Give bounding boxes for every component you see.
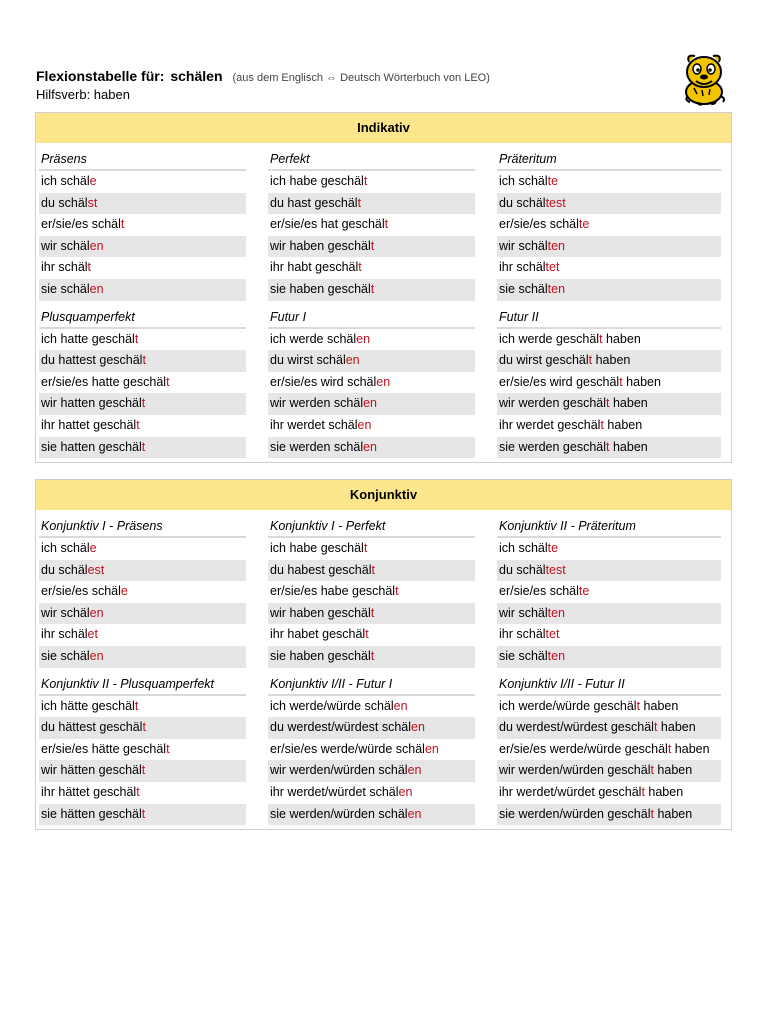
conjugation-stem: sie schäl	[41, 648, 90, 663]
tense-title: Konjunktiv I - Präsens	[39, 513, 246, 538]
conjugation-ending: t	[142, 353, 146, 368]
conjugation-row	[268, 624, 475, 646]
conjugation-stem: ihr schäl	[41, 260, 88, 275]
conjugation-ending: st	[87, 195, 98, 210]
conjugation-stem: du wirst schäl	[270, 353, 346, 368]
conjugation-ending: en	[363, 396, 377, 411]
conjugation-ending: ten	[547, 281, 566, 296]
conjugation-row	[39, 279, 246, 301]
conjugation-stem: wir werden geschäl	[499, 396, 606, 411]
conjugation-stem: ich werde schäl	[270, 331, 357, 346]
conjugation-stem: du schäl	[499, 195, 546, 210]
conjugation-row	[268, 646, 475, 668]
conjugation-row	[497, 624, 721, 646]
tense-column	[497, 671, 721, 826]
conjugation-stem: du schäl	[41, 562, 88, 577]
conjugation-stem: ihr habet geschäl	[270, 627, 366, 642]
conjugation-stem: er/sie/es schäl	[41, 217, 121, 232]
conjugation-ending: t	[363, 174, 368, 188]
verb-name: schälen	[170, 68, 223, 84]
tense-column	[39, 146, 246, 301]
conjugation-stem: wir haben geschäl	[270, 238, 371, 253]
conjugation-row	[268, 437, 475, 459]
tense-column	[268, 671, 475, 826]
conjugation-row	[268, 393, 475, 415]
conjugation-ending: ten	[547, 238, 566, 253]
conjugation-ending: te	[578, 217, 590, 232]
page-header	[36, 67, 736, 103]
conjugation-stem: sie haben geschäl	[270, 648, 371, 663]
conjugation-ending: t	[166, 741, 170, 756]
conjugation-stem: wir schäl	[41, 238, 90, 253]
conjugation-row	[268, 350, 475, 372]
conjugation-ending: test	[545, 195, 566, 210]
conjugation-row	[497, 257, 721, 279]
conjugation-stem: ihr hättet geschäl	[41, 784, 137, 799]
conjugation-stem: du hättest geschäl	[41, 720, 143, 735]
conjugation-row	[39, 760, 246, 782]
section-title: Indikativ	[36, 113, 731, 143]
conjugation-stem: ihr hattet geschäl	[41, 417, 137, 432]
conjugation-row	[268, 329, 475, 351]
conjugation-row	[497, 350, 721, 372]
conjugation-stem: du wirst geschäl	[499, 353, 589, 368]
conjugation-ending: t	[600, 417, 604, 432]
conjugation-stem: wir werden/würden geschäl	[499, 763, 651, 778]
conjugation-ending: t	[370, 648, 375, 663]
conjugation-stem: sie werden/würden schäl	[270, 806, 408, 821]
conjugation-ending: t	[606, 396, 610, 411]
conjugation-stem: er/sie/es schäl	[499, 584, 579, 599]
conjugation-row	[268, 538, 475, 560]
conjugation-auxiliary: haben	[609, 439, 648, 454]
conjugation-stem: ich schäl	[41, 174, 90, 188]
conjugation-row	[497, 329, 721, 351]
conjugation-row	[39, 415, 246, 437]
conjugation-auxiliary: haben	[609, 396, 648, 411]
conjugation-row	[39, 329, 246, 351]
conjugation-row	[39, 350, 246, 372]
conjugation-ending: t	[358, 260, 362, 275]
conjugation-ending: en	[89, 648, 104, 663]
conjugation-row	[497, 581, 721, 603]
dictionary-source: (aus dem Englisch ⇔ Deutsch Wörterbuch von LEO)	[232, 72, 490, 84]
conjugation-stem: sie hätten geschäl	[41, 806, 142, 821]
tense-column	[268, 304, 475, 459]
conjugation-stem: ihr schäl	[499, 627, 546, 642]
conjugation-row	[497, 782, 721, 804]
conjugation-ending: t	[141, 806, 146, 821]
conjugation-ending: t	[141, 763, 146, 778]
conjugation-row	[497, 372, 721, 394]
conjugation-row	[268, 214, 475, 236]
tense-column	[268, 513, 475, 668]
conjugation-stem: sie schäl	[41, 281, 90, 296]
conjugation-row	[268, 603, 475, 625]
conjugation-row	[268, 415, 475, 437]
conjugation-stem: wir hätten geschäl	[41, 763, 142, 778]
conjugation-ending: t	[599, 331, 603, 346]
tense-title: Futur II	[497, 304, 721, 329]
conjugation-stem: er/sie/es wird geschäl	[499, 374, 620, 389]
conjugation-stem: er/sie/es schäl	[499, 217, 579, 232]
conjugation-ending: en	[393, 698, 408, 713]
conjugation-row	[268, 236, 475, 258]
conjugation-row	[39, 214, 246, 236]
conjugation-ending: t	[136, 784, 140, 799]
conjugation-ending: t	[370, 238, 375, 253]
conjugation-row	[39, 646, 246, 668]
conjugation-stem: ich habe geschäl	[270, 541, 364, 555]
conjugation-row	[39, 257, 246, 279]
conjugation-stem: ich schäl	[499, 541, 548, 555]
conjugation-ending: t	[136, 417, 140, 432]
conjugation-stem: sie schäl	[499, 648, 548, 663]
tense-title: Futur I	[268, 304, 475, 329]
tense-column	[39, 304, 246, 459]
conjugation-row	[497, 760, 721, 782]
title-line	[36, 67, 736, 87]
conjugation-ending: t	[142, 720, 146, 735]
conjugation-stem: du schäl	[499, 562, 546, 577]
conjugation-row	[497, 279, 721, 301]
conjugation-ending: test	[545, 562, 566, 577]
conjugation-stem: ich habe geschäl	[270, 174, 364, 188]
tense-title: Konjunktiv I/II - Futur I	[268, 671, 475, 696]
tense-column	[497, 304, 721, 459]
conjugation-row	[268, 739, 475, 761]
conjugation-ending: te	[547, 541, 559, 555]
conjugation-stem: ich werde/würde geschäl	[499, 698, 637, 713]
conjugation-row	[39, 624, 246, 646]
conjugation-stem: ihr werdet/würdet geschäl	[499, 784, 642, 799]
conjugation-auxiliary: haben	[592, 353, 631, 368]
conjugation-stem: sie werden/würden geschäl	[499, 806, 651, 821]
conjugation-ending: t	[588, 353, 593, 368]
conjugation-row	[497, 804, 721, 826]
conjugation-row	[497, 560, 721, 582]
conjugation-ending: en	[376, 374, 391, 389]
conjugation-auxiliary: haben	[602, 331, 641, 346]
tense-title: Präteritum	[497, 146, 721, 171]
conjugation-row	[268, 560, 475, 582]
conjugation-stem: wir haben geschäl	[270, 605, 371, 620]
conjugation-row	[497, 739, 721, 761]
conjugation-stem: du schäl	[41, 195, 88, 210]
conjugation-row	[39, 739, 246, 761]
conjugation-ending: en	[363, 439, 378, 454]
conjugation-row	[39, 236, 246, 258]
conjugation-stem: er/sie/es wird schäl	[270, 374, 377, 389]
conjugation-stem: wir schäl	[499, 238, 548, 253]
conjugation-ending: e	[120, 584, 128, 599]
conjugation-ending: en	[89, 605, 104, 620]
conjugation-stem: er/sie/es hatte geschäl	[41, 374, 167, 389]
conjugation-stem: du hattest geschäl	[41, 353, 143, 368]
conjugation-ending: t	[120, 217, 125, 232]
conjugation-ending: en	[356, 331, 371, 346]
conjugation-row	[268, 372, 475, 394]
conjugation-stem: er/sie/es hat geschäl	[270, 217, 385, 232]
tense-title: Konjunktiv I/II - Futur II	[497, 671, 721, 696]
conjugation-row	[497, 603, 721, 625]
conjugation-stem: er/sie/es schäl	[41, 584, 121, 599]
conjugation-row	[39, 372, 246, 394]
conjugation-ending: t	[650, 806, 654, 821]
conjugation-row	[497, 437, 721, 459]
conjugation-ending: et	[87, 627, 98, 642]
conjugation-row	[268, 193, 475, 215]
page-title: Flexionstabelle für:	[36, 68, 165, 84]
conjugation-ending: e	[89, 541, 97, 555]
conjugation-ending: ten	[547, 648, 566, 663]
tense-column	[497, 513, 721, 668]
conjugation-ending: te	[547, 174, 559, 188]
conjugation-row	[268, 171, 475, 193]
conjugation-row	[268, 717, 475, 739]
conjugation-ending: ten	[547, 605, 566, 620]
section-indikativ	[35, 112, 732, 463]
conjugation-stem: wir werden/würden schäl	[270, 763, 408, 778]
conjugation-ending: t	[667, 741, 672, 756]
conjugation-auxiliary: haben	[644, 784, 684, 799]
conjugation-row	[39, 603, 246, 625]
conjugation-stem: ich werde geschäl	[499, 331, 600, 346]
auxiliary-verb: Hilfsverb: haben	[36, 87, 130, 102]
conjugation-auxiliary: haben	[671, 741, 710, 756]
conjugation-row	[39, 193, 246, 215]
conjugation-row	[497, 696, 721, 718]
conjugation-row	[268, 581, 475, 603]
conjugation-ending: en	[357, 417, 372, 432]
conjugation-row	[497, 193, 721, 215]
conjugation-stem: wir hatten geschäl	[41, 396, 142, 411]
leo-lion-logo-icon	[678, 52, 730, 106]
conjugation-row	[497, 717, 721, 739]
conjugation-ending: t	[134, 331, 139, 346]
conjugation-row	[268, 804, 475, 826]
conjugation-ending: t	[141, 439, 146, 454]
conjugation-stem: du hast geschäl	[270, 195, 358, 210]
conjugation-ending: t	[87, 260, 92, 275]
conjugation-row	[497, 538, 721, 560]
conjugation-auxiliary: haben	[603, 417, 643, 432]
conjugation-row	[268, 782, 475, 804]
conjugation-row	[39, 393, 246, 415]
conjugation-ending: t	[370, 281, 375, 296]
conjugation-row	[497, 646, 721, 668]
conjugation-auxiliary: haben	[653, 806, 693, 821]
conjugation-ending: t	[641, 784, 645, 799]
conjugation-row	[497, 236, 721, 258]
conjugation-stem: ich schäl	[41, 541, 90, 555]
conjugation-stem: sie schäl	[499, 281, 548, 296]
conjugation-row	[39, 171, 246, 193]
conjugation-ending: en	[398, 784, 413, 799]
conjugation-row	[39, 804, 246, 826]
conjugation-ending: t	[141, 396, 146, 411]
conjugation-ending: t	[357, 195, 362, 210]
conjugation-ending: t	[134, 698, 139, 713]
conjugation-ending: en	[411, 720, 425, 735]
conjugation-ending: e	[89, 174, 97, 188]
tense-title: Plusquamperfekt	[39, 304, 246, 329]
tense-column	[39, 513, 246, 668]
conjugation-ending: t	[619, 374, 623, 389]
conjugation-ending: te	[578, 584, 590, 599]
conjugation-stem: du habest geschäl	[270, 562, 372, 577]
conjugation-ending: t	[636, 698, 641, 713]
conjugation-row	[39, 538, 246, 560]
section-title: Konjunktiv	[36, 480, 731, 510]
conjugation-stem: ich schäl	[499, 174, 548, 188]
conjugation-stem: ihr habt geschäl	[270, 260, 359, 275]
conjugation-ending: t	[395, 584, 399, 599]
conjugation-stem: sie haben geschäl	[270, 281, 371, 296]
tense-title: Konjunktiv I - Perfekt	[268, 513, 475, 538]
tense-title: Perfekt	[268, 146, 475, 171]
conjugation-stem: ich hatte geschäl	[41, 331, 135, 346]
conjugation-stem: ich hätte geschäl	[41, 698, 135, 713]
conjugation-row	[268, 257, 475, 279]
conjugation-ending: en	[424, 741, 439, 756]
conjugation-ending: en	[89, 238, 104, 253]
conjugation-stem: ihr schäl	[499, 260, 546, 275]
conjugation-stem: er/sie/es hätte geschäl	[41, 741, 167, 756]
conjugation-ending: t	[371, 562, 375, 577]
conjugation-auxiliary: haben	[653, 763, 693, 778]
conjugation-row	[39, 717, 246, 739]
conjugation-row	[39, 437, 246, 459]
conjugation-ending: en	[345, 353, 360, 368]
conjugation-ending: t	[650, 763, 654, 778]
conjugation-stem: wir werden schäl	[270, 396, 364, 411]
tense-title: Präsens	[39, 146, 246, 171]
conjugation-stem: ihr werdet/würdet schäl	[270, 784, 399, 799]
conjugation-stem: er/sie/es werde/würde geschäl	[499, 741, 668, 756]
conjugation-stem: sie werden schäl	[270, 439, 364, 454]
tense-title: Konjunktiv II - Plusquamperfekt	[39, 671, 246, 696]
conjugation-auxiliary: haben	[657, 720, 696, 735]
conjugation-row	[497, 214, 721, 236]
conjugation-stem: wir schäl	[41, 605, 90, 620]
conjugation-ending: t	[365, 627, 369, 642]
conjugation-row	[39, 782, 246, 804]
section-konjunktiv	[35, 479, 732, 830]
tense-column	[268, 146, 475, 301]
tense-column	[39, 671, 246, 826]
tense-column	[497, 146, 721, 301]
conjugation-row	[39, 581, 246, 603]
conjugation-stem: sie hatten geschäl	[41, 439, 142, 454]
conjugation-ending: est	[87, 562, 105, 577]
conjugation-ending: t	[384, 217, 389, 232]
conjugation-row	[268, 279, 475, 301]
conjugation-stem: ihr schäl	[41, 627, 88, 642]
conjugation-ending: tet	[545, 260, 560, 275]
conjugation-row	[39, 696, 246, 718]
tense-title: Konjunktiv II - Präteritum	[497, 513, 721, 538]
conjugation-row	[497, 415, 721, 437]
conjugation-ending: en	[407, 763, 422, 778]
conjugation-stem: wir schäl	[499, 605, 548, 620]
conjugation-ending: en	[407, 806, 422, 821]
conjugation-stem: ihr werdet schäl	[270, 417, 358, 432]
conjugation-ending: t	[606, 439, 610, 454]
conjugation-row	[268, 696, 475, 718]
conjugation-stem: du werdest/würdest geschäl	[499, 720, 654, 735]
conjugation-stem: er/sie/es habe geschäl	[270, 584, 396, 599]
conjugation-ending: t	[363, 541, 368, 555]
conjugation-stem: du werdest/würdest schäl	[270, 720, 412, 735]
conjugation-auxiliary: haben	[640, 698, 679, 713]
conjugation-row	[39, 560, 246, 582]
conjugation-stem: sie werden geschäl	[499, 439, 607, 454]
conjugation-ending: t	[166, 374, 170, 389]
conjugation-auxiliary: haben	[622, 374, 661, 389]
conjugation-row	[268, 760, 475, 782]
conjugation-ending: tet	[545, 627, 560, 642]
conjugation-ending: t	[370, 605, 375, 620]
conjugation-ending: en	[89, 281, 104, 296]
conjugation-stem: ihr werdet geschäl	[499, 417, 601, 432]
conjugation-stem: er/sie/es werde/würde schäl	[270, 741, 425, 756]
conjugation-row	[497, 393, 721, 415]
conjugation-row	[497, 171, 721, 193]
conjugation-ending: t	[653, 720, 658, 735]
conjugation-stem: ich werde/würde schäl	[270, 698, 394, 713]
